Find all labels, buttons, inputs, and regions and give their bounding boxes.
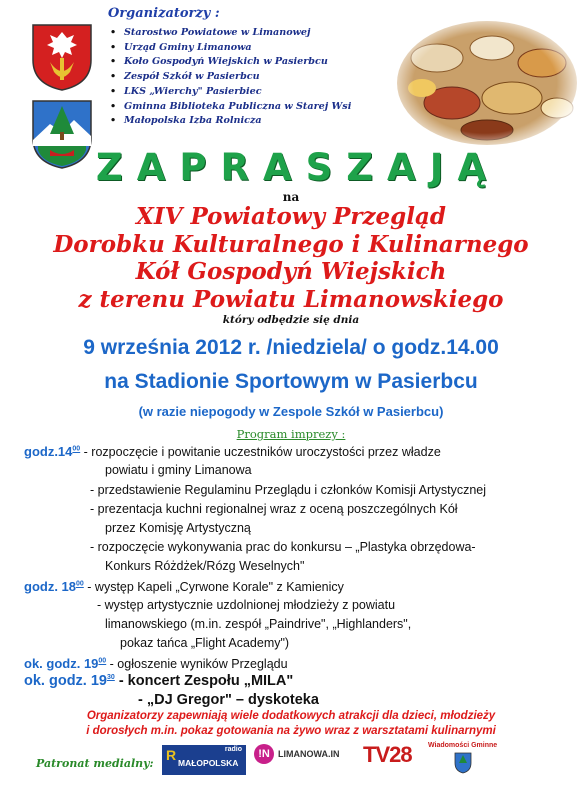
event-title-line: Dorobku Kulturalnego i Kulinarnego	[53, 230, 529, 258]
schedule-line: - przedstawienie Regulaminu Przeglądu i członków Komisji Artystycznej	[90, 483, 487, 497]
schedule-line: - rozpoczęcie wykonywania prac do konkursu – „Plastyka obrzędowa-	[90, 540, 476, 554]
schedule-line: powiatu i gminy Limanowa	[105, 463, 252, 477]
organizer-item: • Małopolska Izba Rolnicza	[110, 114, 351, 129]
schedule-line: - prezentacja kuchni regionalnej wraz z oceną poszczególnych Kół	[90, 502, 458, 516]
organizer-item: • Starostwo Powiatowe w Limanowej	[110, 26, 351, 41]
footer-note-line: i dorosłych m.in. pokaz gotowania na żywo wraz z warsztatami kulinarnymi	[86, 725, 496, 737]
regional-food-photo	[392, 18, 578, 148]
powiat-coat-of-arms-icon	[30, 22, 94, 92]
organizer-item: • Gminna Biblioteka Publiczna w Starej Wsi	[110, 100, 351, 115]
organizer-item: • Koło Gospodyń Wiejskich w Pasierbcu	[110, 55, 351, 70]
weather-note: (w razie niepogody w Zespole Szkół w Pasierbcu)	[138, 404, 444, 419]
schedule-time: ok. godz. $19^{30}$	[24, 673, 115, 689]
schedule-time: $godz.14^{00}$	[24, 444, 81, 459]
event-title	[0, 203, 582, 313]
schedule-line: pokaz tańca „Flight Academy")	[120, 636, 290, 650]
organizers-title: Organizatorzy :	[108, 6, 220, 21]
footer-note-line: Organizatorzy zapewniają wiele dodatkowych atrakcji dla dzieci, młodzieży	[86, 710, 496, 722]
date-intro: który odbędzie się dnia	[222, 314, 360, 326]
program-label: Program imprezy :	[236, 427, 346, 441]
organizer-item: • Urząd Gminy Limanowa	[110, 41, 351, 56]
schedule-line: Konkurs Różdżek/Rózg Weselnych"	[105, 559, 305, 573]
event-date: 9 września 2012 r. /niedziela/ o godz.14.00	[83, 336, 499, 359]
organizers-list	[110, 26, 351, 129]
schedule-item: $godz.14^{00}$ - rozpoczęcie i powitanie uczestników uroczystości przez władze	[24, 444, 441, 459]
wiadomosci-gminne-logo: Wiadomości Gminne	[428, 742, 508, 778]
media-patronage-label: Patronat medialny:	[36, 757, 154, 770]
headline: ZAPRASZAJĄ	[95, 146, 501, 189]
radio-malopolska-logo: R radio MAŁOPOLSKA	[162, 745, 246, 775]
schedule-line: przez Komisję Artystyczną	[105, 521, 251, 535]
event-venue: na Stadionie Sportowym w Pasierbcu	[104, 370, 478, 393]
schedule-time: ok. godz. $19^{00}$	[24, 656, 107, 671]
schedule-line: - „DJ Gregor" – dyskoteka	[138, 692, 319, 708]
schedule-item: ok. godz. $19^{00}$ - ogłoszenie wyników Przeglądu	[24, 656, 288, 671]
organizer-item: • LKS „Wierchy" Pasierbiec	[110, 85, 351, 100]
footer-note	[0, 709, 582, 739]
event-title-line: XIV Powiatowy Przegląd	[136, 203, 446, 230]
event-title-line: z terenu Powiatu Limanowskiego	[78, 285, 504, 313]
schedule-item: ok. godz. $19^{30}$ - koncert Zespołu „MILA"	[24, 673, 294, 689]
organizer-item: • Zespół Szkół w Pasierbcu	[110, 70, 351, 85]
tv28-logo: TV28	[363, 742, 412, 767]
schedule-line: limanowskiego (m.in. zespół „Paindrive", „Highlanders",	[105, 617, 412, 631]
event-title-line: Kół Gospodyń Wiejskich	[135, 258, 447, 285]
na-label: na	[282, 190, 300, 204]
schedule-item: godz. $18^{00}$ - występ Kapeli „Cyrwone Korale" z Kamienicy	[24, 579, 344, 594]
schedule-line: - występ artystycznie uzdolnionej młodzieży z powiatu	[97, 598, 396, 612]
small-coat-of-arms-icon	[454, 752, 472, 774]
limanowa-in-logo: !N LIMANOWA.IN	[254, 744, 344, 776]
schedule-time: godz. $18^{00}$	[24, 579, 84, 594]
